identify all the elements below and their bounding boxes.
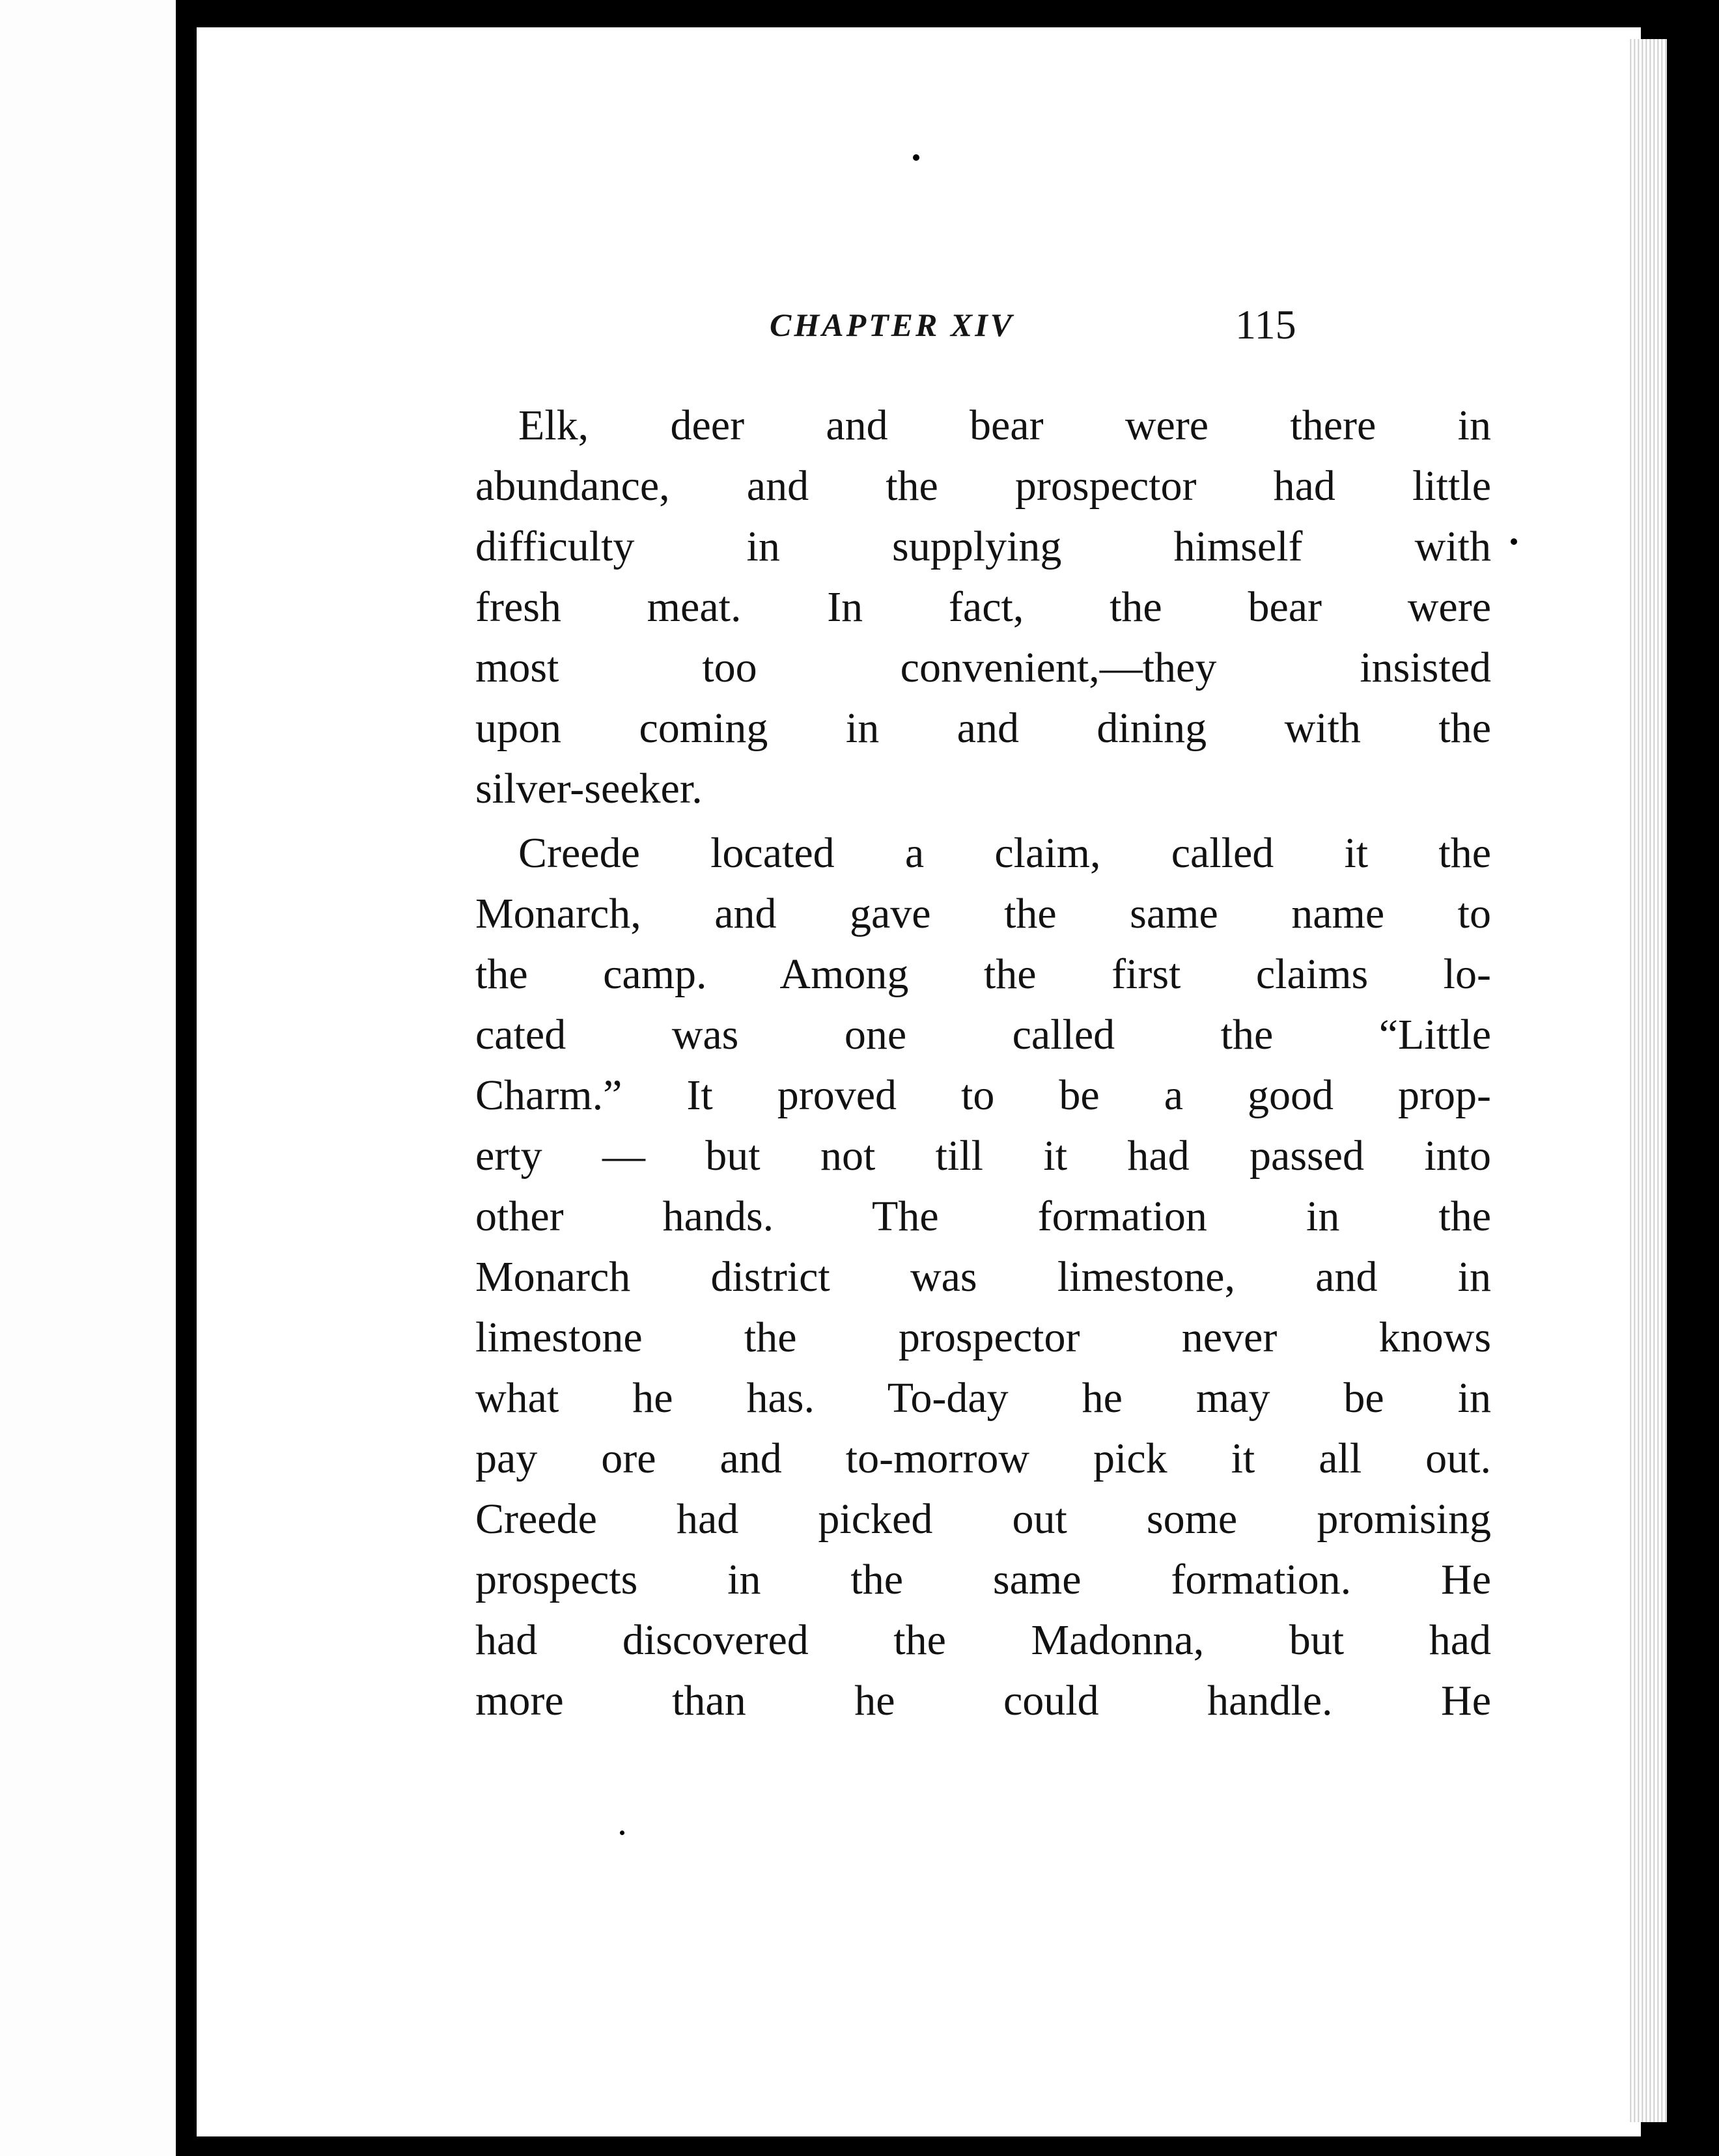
text-line: difficulty in supplying himself with	[475, 523, 1491, 570]
scan-bottom-border	[197, 2136, 1719, 2156]
left-facing-page	[0, 0, 176, 2156]
paragraph-2	[475, 823, 1491, 1731]
chapter-title: CHAPTER XIV	[770, 307, 1015, 343]
book-page	[197, 27, 1628, 2136]
text-line: more than he could handle. He	[475, 1677, 1491, 1724]
running-head	[197, 301, 1628, 371]
text-line: Monarch district was limestone, and in	[475, 1253, 1491, 1301]
body-text	[475, 395, 1491, 1731]
scan-speck	[620, 1831, 624, 1835]
text-line: silver-seeker.	[475, 765, 703, 812]
text-line: prospects in the same formation. He	[475, 1556, 1491, 1603]
text-line: limestone the prospector never knows	[475, 1314, 1491, 1361]
scan-speck	[1511, 538, 1517, 545]
text-line: Monarch, and gave the same name to	[475, 890, 1491, 937]
text-line: the camp. Among the first claims lo-	[475, 950, 1491, 998]
text-line: Charm.” It proved to be a good prop-	[475, 1071, 1491, 1119]
scan-speck	[913, 154, 919, 161]
text-line: Creede located a claim, called it the	[518, 829, 1491, 877]
paragraph-1	[475, 395, 1491, 819]
text-line: erty — but not till it had passed into	[475, 1132, 1491, 1180]
scan-top-border	[197, 0, 1719, 27]
text-line: abundance, and the prospector had little	[475, 462, 1491, 510]
text-line: fresh meat. In fact, the bear were	[475, 583, 1491, 631]
page-edge-stack	[1628, 39, 1667, 2122]
text-line: Creede had picked out some promising	[475, 1495, 1491, 1543]
text-line: had discovered the Madonna, but had	[475, 1616, 1491, 1664]
text-line: Elk, deer and bear were there in	[518, 402, 1491, 449]
page-number: 115	[1235, 301, 1296, 348]
text-line: upon coming in and dining with the	[475, 704, 1491, 752]
text-line: other hands. The formation in the	[475, 1193, 1491, 1240]
text-line: cated was one called the “Little	[475, 1011, 1491, 1058]
text-line: what he has. To-day he may be in	[475, 1374, 1491, 1422]
book-gutter	[176, 0, 197, 2156]
text-line: most too convenient,—they insisted	[475, 644, 1491, 691]
text-line: pay ore and to-morrow pick it all out.	[475, 1435, 1491, 1482]
